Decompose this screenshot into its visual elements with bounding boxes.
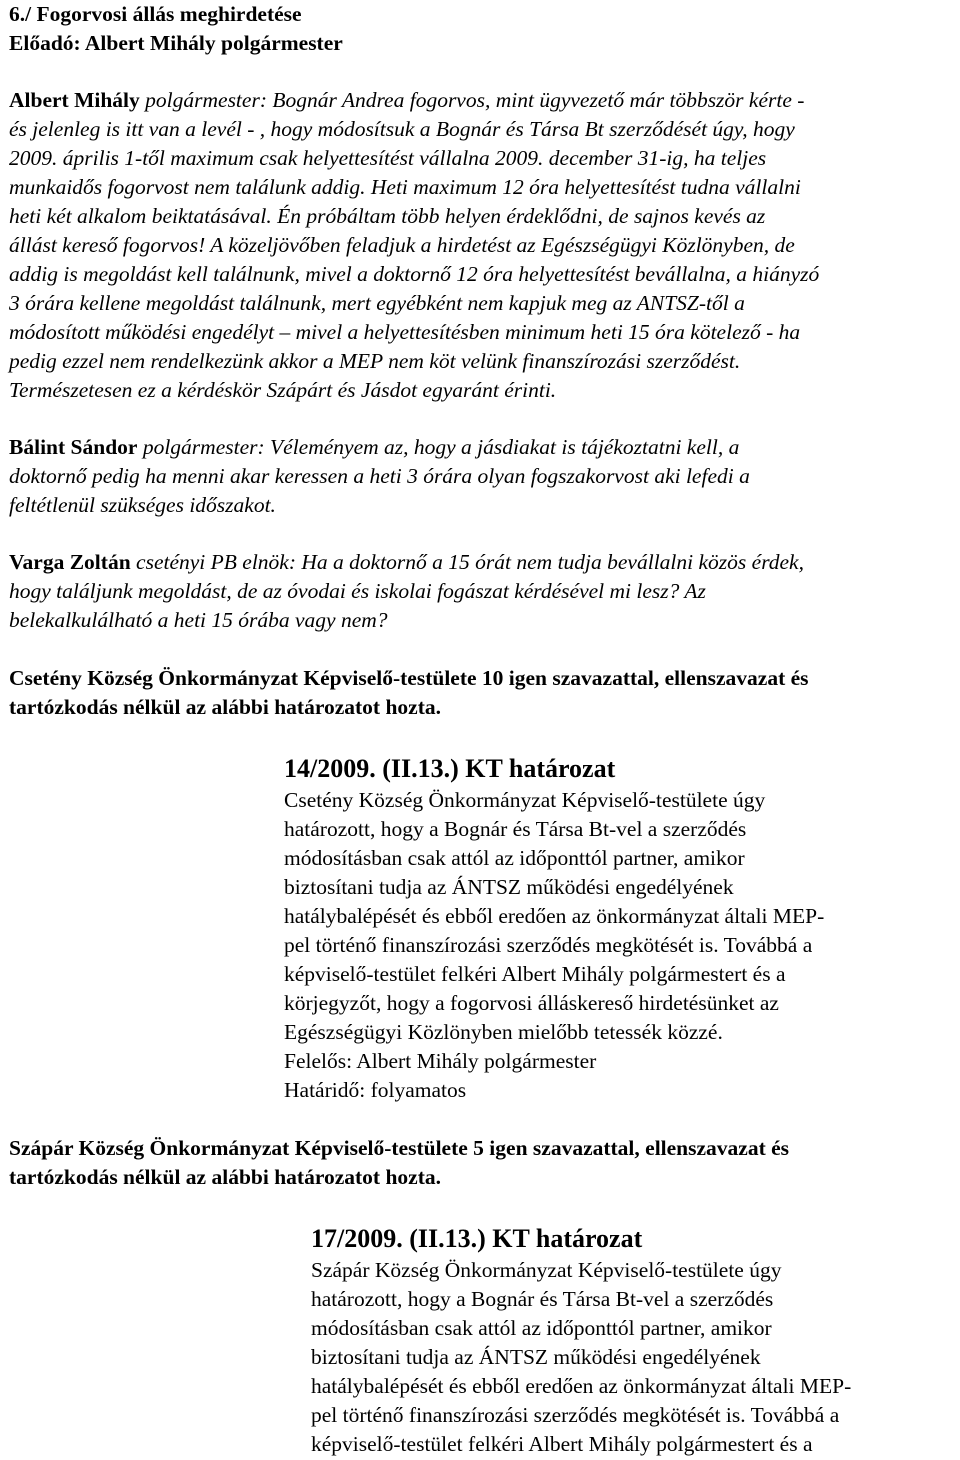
vote-statement-szapar	[9, 1134, 953, 1192]
resolution-line: Csetény Község Önkormányzat Képviselő-testülete úgy	[284, 788, 766, 812]
resolution-line: Egészségügyi Közlönyben mielőbb tetessék közzé.	[284, 1020, 723, 1044]
presenter-line: Előadó: Albert Mihály polgármester	[9, 31, 343, 55]
resolution-17-2009	[311, 1222, 960, 1459]
resolution-line: hatálybalépését és ebből eredően az önkormányzat általi MEP-	[284, 904, 825, 928]
speech-varga	[9, 548, 953, 635]
vote-statement-csetely	[9, 664, 953, 722]
speech-line: munkaidős fogorvost nem találunk addig. Heti maximum 12 óra helyettesítést tudna vállalni	[9, 175, 801, 199]
resolution-title: 17/2009. (II.13.) KT határozat	[311, 1224, 643, 1253]
resolution-line: módosításban csak attól az időponttól partner, amikor	[311, 1316, 772, 1340]
resolution-line: körjegyzőt, hogy a fogorvosi álláskereső hirdetésünket az	[284, 991, 779, 1015]
speaker-name: Varga Zoltán	[9, 550, 131, 574]
speech-line: 3 órára kellene megoldást találnunk, mert egyébként nem kapjuk meg az ANTSZ-től a	[9, 291, 745, 315]
vote-line: Csetény Község Önkormányzat Képviselő-testülete 10 igen szavazattal, ellenszavazat és	[9, 666, 809, 690]
agenda-heading: 6./ Fogorvosi állás meghirdetése	[9, 2, 302, 26]
resolution-line: biztosítani tudja az ÁNTSZ működési engedélyének	[284, 875, 734, 899]
resolution-line: Határidő: folyamatos	[284, 1078, 467, 1102]
resolution-line: pel történő finanszírozási szerződés megkötését is. Továbbá a	[311, 1403, 840, 1427]
speech-albert	[9, 86, 953, 405]
speech-line: Természetesen ez a kérdéskör Szápárt és Jásdot egyaránt érinti.	[9, 378, 557, 402]
resolution-line: módosításban csak attól az időponttól partner, amikor	[284, 846, 745, 870]
vote-line: tartózkodás nélkül az alábbi határozatot hozta.	[9, 1165, 441, 1189]
speech-line: és jelenleg is itt van a levél - , hogy módosítsuk a Bognár és Társa Bt szerződését úgy, hogy	[9, 117, 795, 141]
vote-line: Szápár Község Önkormányzat Képviselő-testülete 5 igen szavazattal, ellenszavazat és	[9, 1136, 790, 1160]
speech-line: belekalkulálható a heti 15 órába vagy nem?	[9, 608, 388, 632]
resolution-line: Felelős: Albert Mihály polgármester	[284, 1049, 597, 1073]
speech-line: heti két alkalom beiktatásával. Én próbáltam több helyen érdeklődni, de sajnos kevés az	[9, 204, 766, 228]
speech-line: Bálint Sándor polgármester: Véleményem az, hogy a jásdiakat is tájékoztatni kell, a	[9, 435, 740, 459]
speech-line: 2009. április 1-től maximum csak helyettesítést vállalna 2009. december 31-ig, ha teljes	[9, 146, 767, 170]
speaker-name: Albert Mihály	[9, 88, 140, 112]
speaker-role: polgármester:	[139, 88, 267, 112]
speech-line: Albert Mihály polgármester: Bognár Andrea fogorvos, mint ügyvezető már többször kérte -	[9, 88, 805, 112]
speech-line: Varga Zoltán csetényi PB elnök: Ha a doktornő a 15 órát nem tudja bevállalni közös érdek,	[9, 550, 804, 574]
speech-line: hogy találjunk megoldást, de az óvodai és iskolai fogászat kérdésével mi lesz? Az	[9, 579, 706, 603]
resolution-line: határozott, hogy a Bognár és Társa Bt-vel a szerződés	[284, 817, 747, 841]
speech-line: módosított működési engedélyt – mivel a helyettesítésben minimum heti 15 óra kötelező - ha	[9, 320, 801, 344]
resolution-line: képviselő-testület felkéri Albert Mihály polgármestert és a	[284, 962, 786, 986]
speech-line: doktornő pedig ha menni akar keressen a heti 3 órára olyan fogszakorvost aki lefedi a	[9, 464, 750, 488]
speech-line: állást kereső fogorvos! A közeljövőben feladjuk a hirdetést az Egészségügyi Közlönyben, de	[9, 233, 795, 257]
resolution-line: biztosítani tudja az ÁNTSZ működési engedélyének	[311, 1345, 761, 1369]
resolution-title: 14/2009. (II.13.) KT határozat	[284, 754, 616, 783]
speech-balint	[9, 433, 953, 520]
speaker-name: Bálint Sándor	[9, 435, 138, 459]
speech-line: addig is megoldást kell találnunk, mivel a doktornő 12 óra helyettesítést bevállalna, a hiányzó	[9, 262, 820, 286]
resolution-line: pel történő finanszírozási szerződés megkötését is. Továbbá a	[284, 933, 813, 957]
resolution-14-2009	[284, 752, 954, 1105]
resolution-line: határozott, hogy a Bognár és Társa Bt-vel a szerződés	[311, 1287, 774, 1311]
speech-line: feltétlenül szükséges időszakot.	[9, 493, 276, 517]
speech-line: pedig ezzel nem rendelkezünk akkor a MEP nem köt velünk finanszírozási szerződést.	[9, 349, 741, 373]
resolution-line: hatálybalépését és ebből eredően az önkormányzat általi MEP-	[311, 1374, 852, 1398]
resolution-line: Szápár Község Önkormányzat Képviselő-testülete úgy	[311, 1258, 782, 1282]
resolution-line: képviselő-testület felkéri Albert Mihály polgármestert és a	[311, 1432, 813, 1456]
vote-line: tartózkodás nélkül az alábbi határozatot hozta.	[9, 695, 441, 719]
